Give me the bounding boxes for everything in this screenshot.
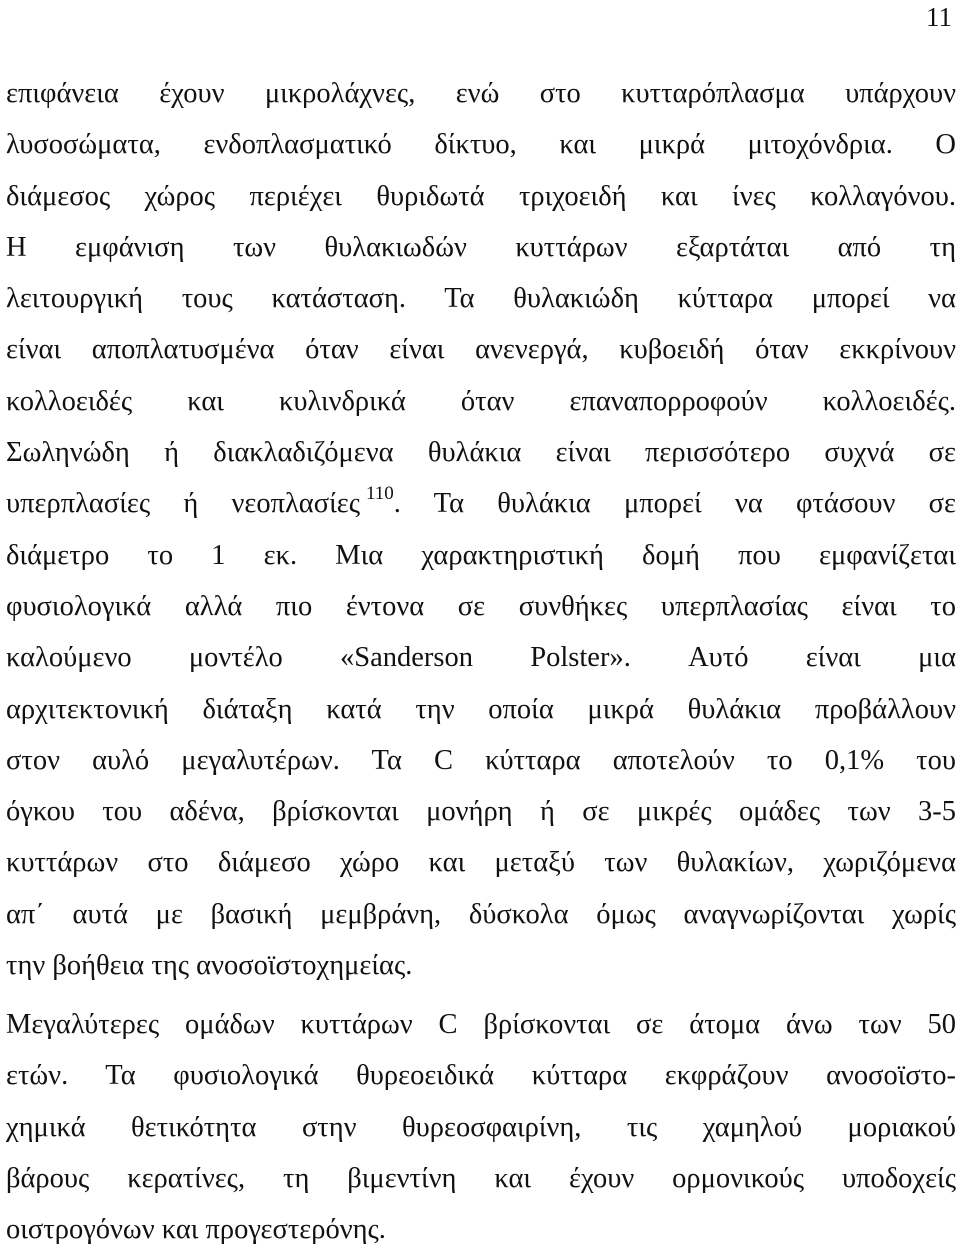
paragraph-line: χημικά θετικότητα στην θυρεοσφαιρίνη, τις χαμηλού μοριακού — [6, 1111, 956, 1143]
page-number: 11 — [926, 2, 952, 32]
paragraph-line: αρχιτεκτονική διάταξη κατά την οποία μικρά θυλάκια προβάλλουν — [6, 693, 956, 725]
line-text-before-reference: υπερπλασίες ή νεοπλασίες — [6, 488, 360, 520]
reference-superscript: 110 — [366, 483, 394, 505]
paragraph-line: απ΄ αυτά με βασική μεμβράνη, δύσκολα όμως αναγνωρίζονται χωρίς — [6, 898, 956, 930]
paragraph-line: Σωληνώδη ή διακλαδιζόμενα θυλάκια είναι περισσότερο συχνά σε — [6, 437, 956, 469]
paragraph-1 — [6, 68, 956, 991]
paragraph-line: καλούμενο μοντέλο «Sanderson Polster». Αυτό είναι μια — [6, 642, 956, 674]
paragraph-line: Η εμφάνιση των θυλακιωδών κυττάρων εξαρτάται από τη — [6, 231, 956, 263]
paragraph-line: Μεγαλύτερες ομάδων κυττάρων C βρίσκονται σε άτομα άνω των 50 — [6, 1009, 956, 1040]
paragraph-line: διάμεσος χώρος περιέχει θυριδωτά τριχοειδή και ίνες κολλαγόνου. — [6, 180, 956, 212]
paragraph-line: ετών. Τα φυσιολογικά θυρεοειδικά κύτταρα εκφράζουν ανοσοϊστο- — [6, 1060, 956, 1092]
paragraph-line: κυττάρων στο διάμεσο χώρο και μεταξύ των θυλακίων, χωριζόμενα — [6, 847, 956, 879]
paragraph-line: κολλοειδές και κυλινδρικά όταν επαναπορροφούν κολλοειδές. — [6, 385, 956, 417]
paragraph-line: διάμετρο το 1 εκ. Μια χαρακτηριστική δομή που εμφανίζεται — [6, 539, 956, 571]
paragraph-last-line: την βοήθεια της ανοσοϊστοχημείας. — [6, 950, 413, 982]
paragraph-line: είναι αποπλατυσμένα όταν είναι ανενεργά, κυβοειδή όταν εκκρίνουν — [6, 334, 956, 366]
paragraph-line: λειτουργική τους κατάσταση. Τα θυλακιώδη κύτταρα μπορεί να — [6, 283, 956, 315]
paragraph-line: στον αυλό μεγαλυτέρων. Τα C κύτταρα αποτελούν το 0,1% του — [6, 744, 956, 776]
paragraph-line: βάρους κερατίνες, τη βιμεντίνη και έχουν ορμονικούς υποδοχείς — [6, 1162, 956, 1194]
paragraph-line: όγκου του αδένα, βρίσκονται μονήρη ή σε μικρές ομάδες των 3-5 — [6, 796, 956, 828]
paragraph-line: φυσιολογικά αλλά πιο έντονα σε συνθήκες υπερπλασίας είναι το — [6, 590, 956, 622]
paragraph-line: λυσοσώματα, ενδοπλασματικό δίκτυο, και μικρά μιτοχόνδρια. Ο — [6, 129, 956, 161]
paragraph-last-line: οιστρογόνων και προγεστερόνης. — [6, 1214, 386, 1246]
line-text-after-reference: . Τα θυλάκια μπορεί να φτάσουν σε — [393, 488, 956, 520]
paragraph-line: επιφάνεια έχουν μικρολάχνες, ενώ στο κυτταρόπλασμα υπάρχουν — [6, 78, 956, 109]
paragraph-line-with-reference — [6, 478, 956, 529]
paragraph-2 — [6, 999, 956, 1255]
